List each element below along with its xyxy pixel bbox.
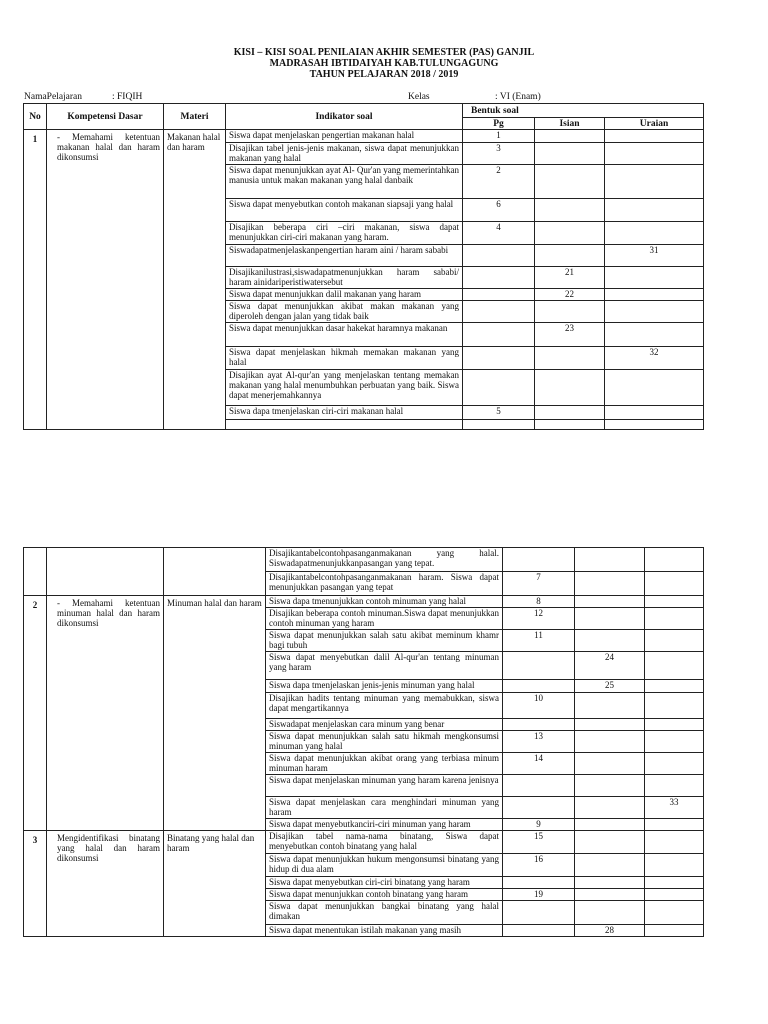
class-label: Kelas bbox=[408, 92, 430, 102]
indikator-cell: Disajikan tabel jenis-jenis makanan, siswa dapat menunjukkan makanan yang halal bbox=[226, 143, 463, 165]
uraian-cell bbox=[645, 819, 704, 831]
indikator-cell: Siswa dapat menjelaskan cara menghindari minuman yang haram bbox=[266, 797, 503, 819]
isian-cell bbox=[575, 901, 645, 925]
isian-cell: 28 bbox=[575, 925, 645, 937]
isian-cell bbox=[535, 406, 605, 420]
header-pg: Pg bbox=[463, 118, 535, 130]
isian-cell bbox=[575, 831, 645, 854]
isian-cell bbox=[575, 596, 645, 608]
indikator-cell: Siswa dapat menentukan istilah makanan yang masih bbox=[266, 925, 503, 937]
indikator-cell: Disajikan ayat Al-qur'an yang menjelaskan tentang memakan makanan yang halal menumbuhkan perbuatan yang baik. Siswa dapat menerjemahkannya bbox=[226, 370, 463, 406]
uraian-cell bbox=[605, 199, 704, 222]
pg-cell bbox=[503, 901, 575, 925]
pg-cell: 9 bbox=[503, 819, 575, 831]
pg-cell bbox=[503, 680, 575, 693]
indikator-cell: Siswa dapa tmenjelaskan jenis-jenis minuman yang halal bbox=[266, 680, 503, 693]
pg-cell: 1 bbox=[463, 130, 535, 143]
uraian-cell bbox=[605, 267, 704, 289]
isian-cell bbox=[535, 165, 605, 199]
pg-cell bbox=[503, 925, 575, 937]
uraian-cell bbox=[605, 130, 704, 143]
pg-cell bbox=[503, 652, 575, 680]
uraian-cell bbox=[645, 877, 704, 889]
indikator-cell: Siswa dapat menunjukkan bangkai binatang yang halal dimakan bbox=[266, 901, 503, 925]
indikator-cell: Disajikanilustrasi,siswadapatmenunjukkan haram sababi/ haram ainidariperistiwatersebut bbox=[226, 267, 463, 289]
blank-kd-cell bbox=[47, 548, 164, 596]
pg-cell bbox=[463, 289, 535, 301]
isian-cell bbox=[535, 222, 605, 245]
isian-cell: 25 bbox=[575, 680, 645, 693]
isian-cell bbox=[535, 199, 605, 222]
uraian-cell: 32 bbox=[605, 347, 704, 370]
uraian-cell: 31 bbox=[605, 245, 704, 267]
pg-cell: 12 bbox=[503, 608, 575, 630]
document-title-line1: KISI – KISI SOAL PENILAIAN AKHIR SEMESTER (PAS) GANJIL bbox=[233, 47, 535, 58]
uraian-cell bbox=[645, 731, 704, 753]
pg-cell bbox=[463, 301, 535, 323]
indikator-cell: Disajikan beberapa contoh minuman.Siswa dapat menunjukkan contoh minuman yang haram bbox=[266, 608, 503, 630]
uraian-cell bbox=[645, 652, 704, 680]
uraian-cell bbox=[645, 901, 704, 925]
isian-cell bbox=[575, 608, 645, 630]
pg-cell: 16 bbox=[503, 854, 575, 877]
isian-cell bbox=[535, 143, 605, 165]
pg-cell bbox=[503, 548, 575, 572]
indikator-cell: Siswa dapat menjelaskan pengertian makanan halal bbox=[226, 130, 463, 143]
uraian-cell bbox=[605, 420, 704, 430]
indikator-cell: Siswadapat menjelaskan cara minum yang benar bbox=[266, 719, 503, 731]
uraian-cell bbox=[645, 693, 704, 719]
uraian-cell: 33 bbox=[645, 797, 704, 819]
isian-cell bbox=[575, 854, 645, 877]
pg-cell bbox=[463, 370, 535, 406]
header-indikator: Indikator soal bbox=[226, 104, 463, 130]
kisi-kisi-table-page1 bbox=[23, 103, 704, 430]
isian-cell bbox=[535, 420, 605, 430]
subject-label: NamaPelajaran bbox=[24, 92, 83, 102]
uraian-cell bbox=[605, 289, 704, 301]
uraian-cell bbox=[645, 889, 704, 901]
uraian-cell bbox=[605, 165, 704, 199]
materi-cell: Minuman halal dan haram bbox=[164, 596, 266, 831]
subject-value: : FIQIH bbox=[112, 92, 143, 102]
isian-cell bbox=[575, 775, 645, 797]
header-materi: Materi bbox=[164, 104, 226, 130]
indikator-cell: Siswa dapat menjelaskan minuman yang haram karena jenisnya bbox=[266, 775, 503, 797]
uraian-cell bbox=[605, 222, 704, 245]
table-row bbox=[24, 548, 704, 572]
indikator-cell: Disajikan hadits tentang minuman yang memabukkan, siswa dapat mengartikannya bbox=[266, 693, 503, 719]
indikator-cell: Siswa dapat menunjukkan akibat orang yang terbiasa minum minuman haram bbox=[266, 753, 503, 775]
indikator-cell: Siswa dapat menunjukkan salah satu akibat meminum khamr bagi tubuh bbox=[266, 630, 503, 652]
table-row bbox=[24, 596, 704, 608]
row-number: 1 bbox=[24, 130, 47, 430]
indikator-cell: Siswa dapat menyebutkan dalil Al-qur'an tentang minuman yang haram bbox=[266, 652, 503, 680]
uraian-cell bbox=[645, 775, 704, 797]
pg-cell bbox=[503, 775, 575, 797]
header-uraian: Uraian bbox=[605, 118, 704, 130]
indikator-cell: Disajikantabelcontohpasanganmakanan yang halal. Siswadapatmenunjukkanpasangan yang tepat. bbox=[266, 548, 503, 572]
uraian-cell bbox=[645, 608, 704, 630]
indikator-cell: Siswa dapat menunjukkan dasar hakekat haramnya makanan bbox=[226, 323, 463, 347]
pg-cell: 5 bbox=[463, 406, 535, 420]
header-isian: Isian bbox=[535, 118, 605, 130]
uraian-cell bbox=[645, 596, 704, 608]
indikator-cell: Siswa dapat menunjukkan dalil makanan yang haram bbox=[226, 289, 463, 301]
indikator-cell: Siswa dapat menjelaskan hikmah memakan makanan yang halal bbox=[226, 347, 463, 370]
isian-cell bbox=[575, 889, 645, 901]
isian-cell bbox=[575, 572, 645, 596]
indikator-cell: Siswadapatmenjelaskanpengertian haram aini / haram sababi bbox=[226, 245, 463, 267]
materi-cell: Binatang yang halal dan haram bbox=[164, 831, 266, 937]
indikator-cell: Siswa dapat menunjukkan salah satu hikmah mengkonsumsi minuman yang halal bbox=[266, 731, 503, 753]
isian-cell bbox=[575, 819, 645, 831]
pg-cell bbox=[463, 267, 535, 289]
kisi-kisi-table-page2 bbox=[23, 547, 704, 937]
uraian-cell bbox=[645, 572, 704, 596]
isian-cell bbox=[575, 753, 645, 775]
isian-cell bbox=[575, 797, 645, 819]
pg-cell: 15 bbox=[503, 831, 575, 854]
uraian-cell bbox=[645, 854, 704, 877]
pg-cell bbox=[463, 245, 535, 267]
pg-cell bbox=[463, 323, 535, 347]
pg-cell: 14 bbox=[503, 753, 575, 775]
isian-cell bbox=[535, 245, 605, 267]
table-row bbox=[24, 831, 704, 854]
kompetensi-dasar-cell: - Memahami ketentuan minuman halal dan haram dikonsumsi bbox=[47, 596, 164, 831]
isian-cell bbox=[535, 347, 605, 370]
pg-cell: 10 bbox=[503, 693, 575, 719]
indikator-cell: Siswa dapat menunjukkan contoh binatang yang haram bbox=[266, 889, 503, 901]
blank-no-cell bbox=[24, 548, 47, 596]
isian-cell bbox=[535, 301, 605, 323]
indikator-cell: Siswa dapat menyebutkan contoh makanan siapsaji yang halal bbox=[226, 199, 463, 222]
isian-cell bbox=[575, 548, 645, 572]
uraian-cell bbox=[605, 370, 704, 406]
pg-cell: 6 bbox=[463, 199, 535, 222]
document-title-line2: MADRASAH IBTIDAIYAH KAB.TULUNGAGUNG bbox=[269, 58, 499, 69]
isian-cell: 24 bbox=[575, 652, 645, 680]
isian-cell: 23 bbox=[535, 323, 605, 347]
pg-cell bbox=[503, 877, 575, 889]
isian-cell: 22 bbox=[535, 289, 605, 301]
table-row bbox=[24, 130, 704, 143]
isian-cell bbox=[575, 630, 645, 652]
indikator-cell: Siswa dapat menyebutkan ciri-ciri binatang yang haram bbox=[266, 877, 503, 889]
isian-cell bbox=[535, 130, 605, 143]
pg-cell: 2 bbox=[463, 165, 535, 199]
materi-cell: Makanan halal dan haram bbox=[164, 130, 226, 430]
uraian-cell bbox=[645, 925, 704, 937]
isian-cell: 21 bbox=[535, 267, 605, 289]
indikator-cell: Siswa dapat menunjukkan hukum mengonsumsi binatang yang hidup di dua alam bbox=[266, 854, 503, 877]
class-value: : VI (Enam) bbox=[495, 92, 541, 102]
pg-cell: 7 bbox=[503, 572, 575, 596]
pg-cell bbox=[463, 420, 535, 430]
kompetensi-dasar-cell: Mengidentifikasi binatang yang halal dan haram dikonsumsi bbox=[47, 831, 164, 937]
kompetensi-dasar-cell: - Memahami ketentuan makanan halal dan haram dikonsumsi bbox=[47, 130, 164, 430]
uraian-cell bbox=[605, 406, 704, 420]
uraian-cell bbox=[605, 301, 704, 323]
uraian-cell bbox=[645, 630, 704, 652]
document-title-line3: TAHUN PELAJARAN 2018 / 2019 bbox=[309, 69, 459, 80]
isian-cell bbox=[575, 877, 645, 889]
indikator-cell: Siswa dapat menyebutkanciri-ciri minuman yang haram bbox=[266, 819, 503, 831]
row-number: 3 bbox=[24, 831, 47, 937]
header-no: No bbox=[24, 104, 47, 130]
uraian-cell bbox=[605, 143, 704, 165]
header-kompetensi-dasar: Kompetensi Dasar bbox=[47, 104, 164, 130]
pg-cell: 4 bbox=[463, 222, 535, 245]
header-bentuk-soal: Bentuk soal bbox=[463, 104, 704, 118]
uraian-cell bbox=[605, 323, 704, 347]
isian-cell bbox=[535, 370, 605, 406]
indikator-cell: Disajikantabelcontohpasanganmakanan haram. Siswa dapat menunjukkan pasangan yang tepat bbox=[266, 572, 503, 596]
pg-cell: 11 bbox=[503, 630, 575, 652]
row-number: 2 bbox=[24, 596, 47, 831]
pg-cell: 13 bbox=[503, 731, 575, 753]
blank-materi-cell bbox=[164, 548, 266, 596]
uraian-cell bbox=[645, 753, 704, 775]
pg-cell bbox=[503, 797, 575, 819]
uraian-cell bbox=[645, 548, 704, 572]
indikator-cell bbox=[226, 420, 463, 430]
isian-cell bbox=[575, 719, 645, 731]
indikator-cell: Siswa dapa tmenjelaskan ciri-ciri makanan halal bbox=[226, 406, 463, 420]
uraian-cell bbox=[645, 831, 704, 854]
indikator-cell: Disajikan beberapa ciri –ciri makanan, siswa dapat menunjukkan ciri-ciri makanan yang haram. bbox=[226, 222, 463, 245]
indikator-cell: Siswa dapa tmenunjukkan contoh minuman yang halal bbox=[266, 596, 503, 608]
isian-cell bbox=[575, 731, 645, 753]
uraian-cell bbox=[645, 719, 704, 731]
pg-cell bbox=[463, 347, 535, 370]
indikator-cell: Siswa dapat menunjukkan akibat makan makanan yang diperoleh dengan jalan yang tidak baik bbox=[226, 301, 463, 323]
isian-cell bbox=[575, 693, 645, 719]
indikator-cell: Siswa dapat menunjukkan ayat Al- Qur'an yang memerintahkan manusia untuk makan makanan yang halal danbaik bbox=[226, 165, 463, 199]
pg-cell: 19 bbox=[503, 889, 575, 901]
uraian-cell bbox=[645, 680, 704, 693]
pg-cell bbox=[503, 719, 575, 731]
indikator-cell: Disajikan tabel nama-nama binatang, Siswa dapat menyebutkan contoh binatang yang halal bbox=[266, 831, 503, 854]
pg-cell: 3 bbox=[463, 143, 535, 165]
pg-cell: 8 bbox=[503, 596, 575, 608]
